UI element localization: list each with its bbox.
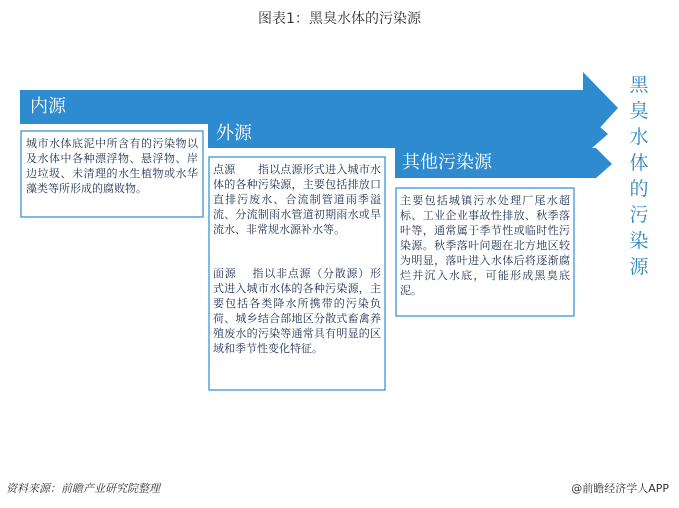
target-label-char: 源 <box>629 256 649 278</box>
brand-credit: @前瞻经济学人APP <box>571 482 669 495</box>
target-label-char: 染 <box>629 230 649 252</box>
internal-description: 城市水体底泥中所含有的污染物以及水体中各种漂浮物、悬浮物、岸边垃圾、未清理的水生植物或水华藻类等所形成的腐败物。 <box>26 137 198 195</box>
target-label <box>628 72 650 280</box>
target-label-char: 黑 <box>629 74 649 96</box>
target-label-char: 臭 <box>629 100 649 122</box>
other-label: 其他污染源 <box>402 152 492 173</box>
target-label-char: 的 <box>629 178 649 200</box>
figure-title: 图表1：黑臭水体的污染源 <box>258 11 421 27</box>
other-description: 主要包括城镇污水处理厂尾水超标、工业企业事故性排放、秋季落叶等，通常属于季节性或临时性污染源。秋季落叶问题在北方地区较为明显，落叶进入水体后将逐渐腐烂并沉入水底，可能形成黑臭底泥。 <box>400 194 570 297</box>
source-note: 资料来源：前瞻产业研究院整理 <box>6 482 160 495</box>
external-label: 外源 <box>216 123 252 144</box>
target-label-char: 水 <box>629 126 649 148</box>
internal-arrow-band <box>20 90 612 124</box>
point-source-description: 点源 指以点源形式进入城市水体的各种污染源，主要包括排放口直排污废水、合流制管道雨季溢流、分流制雨水管道初期雨水或旱流水、非常规水源补水等。 <box>213 163 381 236</box>
nonpoint-source-description: 面源 指以非点源（分散源）形式进入城市水体的各种污染源，主要包括各类降水所携带的污染负荷、城乡结合部地区分散式畜禽养殖废水的污染等通常具有明显的区域和季节性变化特征。 <box>213 267 381 355</box>
target-label-char: 污 <box>629 204 649 226</box>
target-label-char: 体 <box>629 152 649 174</box>
external-arrow-band <box>208 120 608 148</box>
internal-label: 内源 <box>30 96 66 117</box>
